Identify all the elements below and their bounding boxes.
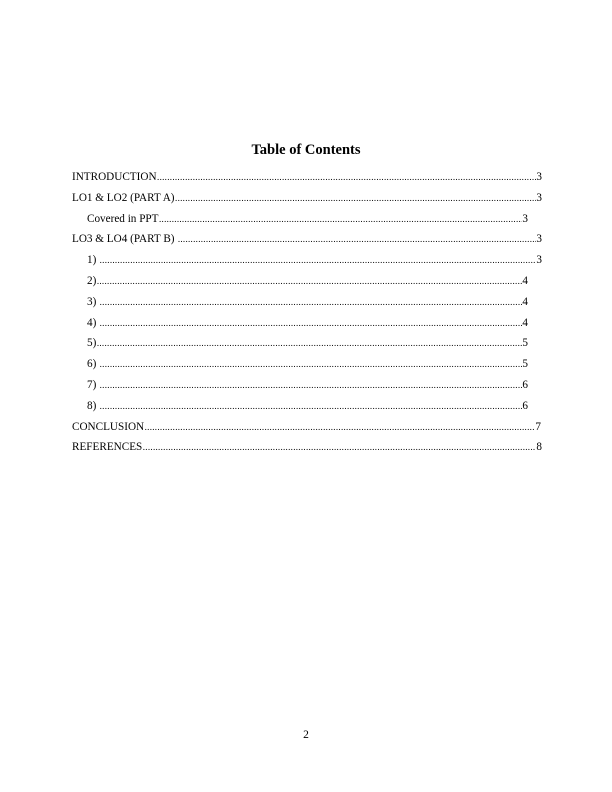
- toc-entry-label: 3): [87, 295, 100, 308]
- toc-entry-label: CONCLUSION: [72, 420, 145, 433]
- toc-leader-dots: [159, 212, 522, 226]
- toc-entry-introduction[interactable]: [72, 170, 542, 191]
- toc-leader-dots: [100, 295, 522, 309]
- toc-leader-dots: [175, 191, 536, 205]
- toc-entry-item-5[interactable]: [72, 336, 528, 357]
- toc-entry-label: Covered in PPT: [87, 212, 159, 225]
- toc-entry-page: 3: [536, 191, 542, 204]
- toc-entry-covered-in-ppt[interactable]: [72, 212, 528, 233]
- toc-leader-dots: [143, 440, 536, 454]
- toc-leader-dots: [97, 274, 522, 288]
- toc-entry-label: 1): [87, 254, 100, 267]
- toc-entry-page: 5: [522, 337, 528, 350]
- toc-entry-page: 4: [522, 274, 528, 287]
- toc-entry-label: REFERENCES: [72, 441, 143, 454]
- toc-entry-item-8[interactable]: [72, 399, 528, 420]
- toc-entry-page: 6: [522, 399, 528, 412]
- toc-entry-label: 4): [87, 316, 100, 329]
- toc-entry-lo1-lo2[interactable]: [72, 191, 542, 212]
- toc-leader-dots: [100, 399, 522, 413]
- toc-entry-label: INTRODUCTION: [72, 171, 157, 183]
- toc-entry-page: 4: [522, 316, 528, 329]
- toc-entry-page: 6: [522, 378, 528, 391]
- toc-entry-item-6[interactable]: [72, 357, 528, 378]
- toc-entry-label: 8): [87, 399, 100, 412]
- page-number: 2: [303, 729, 309, 741]
- toc-entry-item-3[interactable]: [72, 295, 528, 316]
- toc-entry-page: 8: [536, 441, 542, 454]
- toc-leader-dots: [100, 316, 522, 330]
- toc-entry-page: 3: [536, 254, 542, 267]
- toc-entry-page: 3: [536, 171, 542, 183]
- toc-leader-dots: [145, 420, 535, 434]
- toc-entry-conclusion[interactable]: [72, 420, 541, 441]
- toc-entry-item-2[interactable]: [72, 274, 528, 295]
- toc-entry-label: 2): [87, 274, 97, 287]
- toc-entry-item-4[interactable]: [72, 316, 528, 337]
- toc-leader-dots: [97, 336, 522, 350]
- toc-entry-label: 7): [87, 378, 100, 391]
- toc-entry-item-7[interactable]: [72, 378, 528, 399]
- toc-entry-label: 5): [87, 337, 97, 350]
- toc-title: Table of Contents: [251, 142, 361, 158]
- toc-list: [72, 170, 542, 461]
- toc-entry-page: 5: [522, 358, 528, 371]
- toc-entry-page: 3: [536, 233, 542, 246]
- toc-entry-page: 7: [535, 420, 541, 433]
- toc-entry-item-1[interactable]: [72, 253, 542, 274]
- toc-leader-dots: [178, 232, 536, 246]
- toc-entry-page: 4: [522, 295, 528, 308]
- toc-leader-dots: [100, 378, 522, 392]
- toc-entry-lo3-lo4[interactable]: [72, 232, 542, 253]
- toc-leader-dots: [157, 170, 536, 184]
- toc-leader-dots: [100, 357, 522, 371]
- toc-entry-page: 3: [522, 212, 528, 225]
- toc-entry-label: 6): [87, 358, 100, 371]
- toc-entry-references[interactable]: [72, 440, 542, 461]
- toc-entry-label: LO1 & LO2 (PART A): [72, 191, 175, 204]
- toc-entry-label: LO3 & LO4 (PART B): [72, 233, 178, 246]
- toc-leader-dots: [100, 253, 536, 267]
